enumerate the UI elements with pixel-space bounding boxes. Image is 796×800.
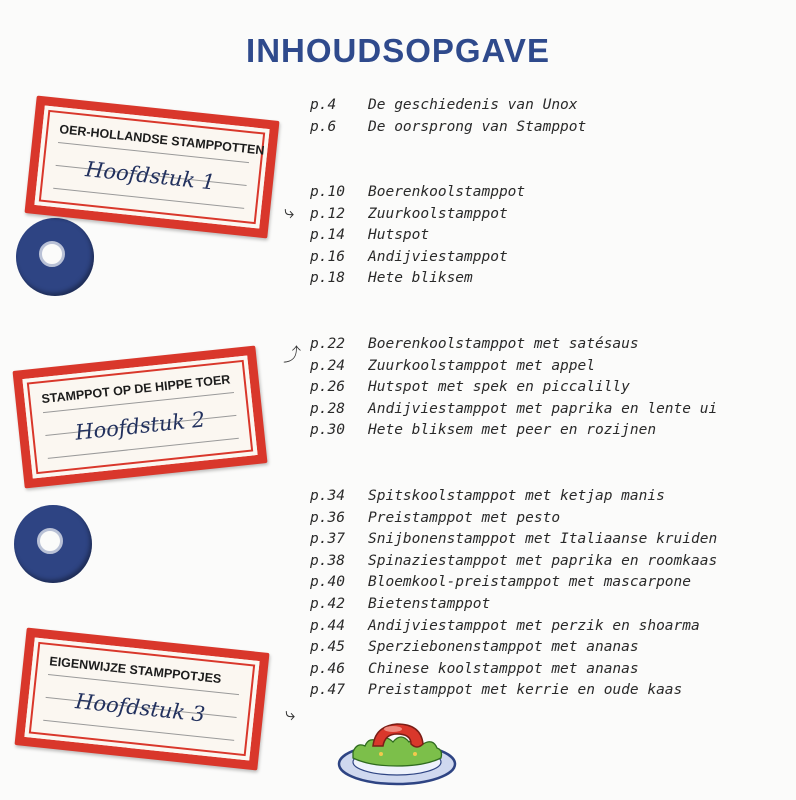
toc-entry-title: Bietenstamppot <box>368 595 491 612</box>
tag-eyelet-icon <box>16 218 94 296</box>
toc-entry[interactable] <box>310 399 717 421</box>
toc-entry[interactable] <box>310 117 586 139</box>
toc-page-number: p.4 <box>310 97 337 113</box>
toc-entry[interactable] <box>310 508 717 530</box>
toc-page-number: p.24 <box>310 357 345 374</box>
toc-page-number: p.46 <box>310 660 345 677</box>
toc-page-number: p.42 <box>310 595 345 612</box>
toc-entry-title: Sperziebonenstamppot met ananas <box>368 639 639 656</box>
toc-page-number: p.47 <box>310 682 345 699</box>
chapter-tag-3 <box>15 628 270 771</box>
toc-page-number: p.45 <box>310 639 345 656</box>
toc-entry[interactable] <box>310 377 717 399</box>
chapter-tag-2 <box>13 346 268 489</box>
toc-entry[interactable] <box>310 594 717 616</box>
chapter-tag-1 <box>25 96 280 239</box>
toc-entry[interactable] <box>310 551 717 573</box>
toc-entry-title: Zuurkoolstamppot <box>368 205 508 222</box>
chapter-tag-label: Hoofdstuk 3 <box>74 689 207 727</box>
toc-entry[interactable] <box>310 680 717 702</box>
toc-entry-title: Snijbonenstamppot met Italiaanse kruiden <box>368 531 718 548</box>
toc-entry-title: Spitskoolstamppot met ketjap manis <box>368 488 665 504</box>
toc-entry-title: Spinaziestamppot met paprika en roomkaas <box>368 552 718 569</box>
toc-entry-title: Hutspot met spek en piccalilly <box>368 379 630 396</box>
toc-entry[interactable] <box>310 95 586 117</box>
toc-page-number: p.28 <box>310 400 345 417</box>
toc-entry[interactable] <box>310 616 717 638</box>
toc-page-number: p.16 <box>310 248 345 265</box>
toc-entry[interactable] <box>310 204 525 226</box>
toc-chapter-2 <box>310 334 717 442</box>
chapter-tag-label: Hoofdstuk 2 <box>74 407 207 445</box>
toc-entry[interactable] <box>310 420 717 442</box>
toc-entry-title: Hete bliksem <box>368 270 473 287</box>
toc-entry-title: Chinese koolstamppot met ananas <box>368 660 639 677</box>
toc-entry-title: Andijviestamppot <box>368 248 508 265</box>
curved-arrow-icon: ⤴ <box>283 345 301 366</box>
toc-entry[interactable] <box>310 225 525 247</box>
toc-entry-title: Boerenkoolstamppot <box>368 184 526 200</box>
toc-page-number: p.37 <box>310 531 345 548</box>
toc-page-number: p.6 <box>310 118 337 135</box>
toc-entry-title: Boerenkoolstamppot met satésaus <box>368 336 639 352</box>
toc-entry-title: De oorsprong van Stamppot <box>368 118 587 135</box>
toc-entry-title: Hutspot <box>368 227 430 244</box>
toc-page-number: p.38 <box>310 552 345 569</box>
chapter-tag-heading: OER-HOLLANDSE STAMPPOTTEN <box>58 122 266 158</box>
toc-entry-title: Preistamppot met kerrie en oude kaas <box>368 682 683 699</box>
toc-page-number: p.26 <box>310 379 345 396</box>
toc-entry-title: Andijviestamppot met paprika en lente ui <box>368 400 718 417</box>
toc-page-number: p.10 <box>310 184 345 200</box>
toc-page-number: p.36 <box>310 509 345 526</box>
toc-entry-title: Hete bliksem met peer en rozijnen <box>368 422 657 439</box>
toc-entry-title: De geschiedenis van Unox <box>368 97 578 113</box>
tag-eyelet-icon <box>14 505 92 583</box>
toc-entry-title: Zuurkoolstamppot met appel <box>368 357 595 374</box>
toc-entry[interactable] <box>310 572 717 594</box>
toc-chapter-1 <box>310 182 525 290</box>
page-title: INHOUDSOPGAVE <box>246 32 550 69</box>
toc-page-number: p.34 <box>310 488 345 504</box>
toc-entry-title: Andijviestamppot met perzik en shoarma <box>368 617 700 634</box>
chapter-tag-heading: EIGENWIJZE STAMPPOTJES <box>48 654 222 687</box>
toc-entry-title: Preistamppot met pesto <box>368 509 561 526</box>
curved-arrow-icon: ⤷ <box>284 202 295 223</box>
toc-entry[interactable] <box>310 486 717 508</box>
sausage-plate-icon <box>335 712 460 792</box>
toc-entry[interactable] <box>310 334 717 356</box>
toc-page-number: p.40 <box>310 574 345 591</box>
toc-entry[interactable] <box>310 637 717 659</box>
tag-divider <box>43 720 234 741</box>
chapter-tag-heading: STAMPPOT OP DE HIPPE TOER <box>40 372 231 407</box>
curved-arrow-icon: ⤷ <box>285 704 296 725</box>
tag-divider <box>53 188 244 209</box>
toc-entry[interactable] <box>310 182 525 204</box>
toc-entry-title: Bloemkool-preistamppot met mascarpone <box>368 574 692 591</box>
toc-chapter-3 <box>310 486 717 702</box>
toc-entry[interactable] <box>310 529 717 551</box>
toc-page-number: p.44 <box>310 617 345 634</box>
toc-entry[interactable] <box>310 356 717 378</box>
toc-entry[interactable] <box>310 659 717 681</box>
toc-page-number: p.22 <box>310 336 345 352</box>
toc-page-number: p.12 <box>310 205 345 222</box>
toc-page-number: p.14 <box>310 227 345 244</box>
toc-intro <box>310 95 586 138</box>
toc-page-number: p.18 <box>310 270 345 287</box>
toc-entry[interactable] <box>310 268 525 290</box>
toc-page-number: p.30 <box>310 422 345 439</box>
chapter-tag-label: Hoofdstuk 1 <box>84 157 217 195</box>
toc-entry[interactable] <box>310 247 525 269</box>
